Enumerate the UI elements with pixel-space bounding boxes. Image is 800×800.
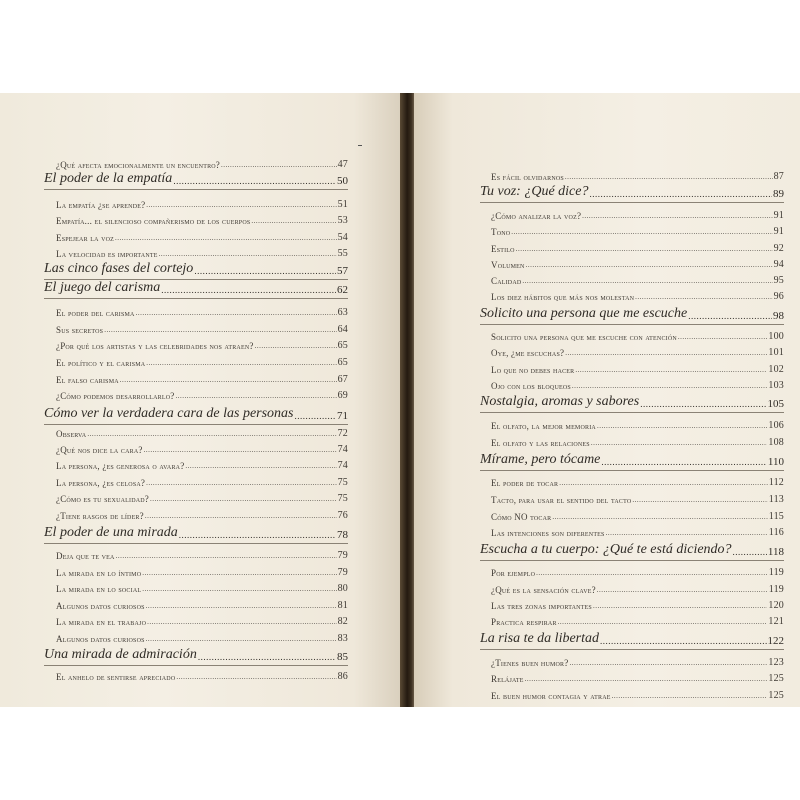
toc-section-entry [56, 356, 348, 368]
toc-section-entry [56, 566, 348, 578]
toc-section-entry [491, 672, 784, 684]
section-title: El político y el carisma [56, 358, 146, 368]
page-number: 105 [767, 398, 784, 410]
section-title: Calidad [491, 276, 522, 286]
dot-leader [600, 635, 766, 647]
page-number: 69 [337, 390, 348, 401]
section-title: Volumen [491, 260, 525, 270]
chapter-underline [480, 202, 784, 203]
section-title: La mirada en el trabajo [56, 617, 147, 627]
chapter-title: La risa te da libertad [480, 631, 600, 646]
toc-chapter-entry [480, 306, 784, 322]
chapter-underline [480, 324, 784, 325]
dot-leader [198, 651, 336, 663]
toc-section-entry [56, 582, 348, 594]
page-number: 113 [768, 494, 784, 505]
chapter-title: Escucha a tu cuerpo: ¿Qué te está diciendo? [480, 542, 732, 557]
page-number: 83 [337, 633, 348, 644]
toc-chapter-entry [480, 542, 784, 558]
page-number: 94 [773, 259, 784, 270]
dot-leader [120, 376, 337, 385]
section-title: La empatía ¿se aprende? [56, 200, 146, 210]
toc-chapter-entry [44, 261, 348, 277]
section-title: El buen humor contagia y atrae [491, 691, 611, 701]
dot-leader [575, 366, 767, 375]
section-title: Por ejemplo [491, 568, 536, 578]
page-number: 54 [337, 232, 348, 243]
page-number: 120 [768, 600, 784, 611]
page-number: 115 [768, 511, 784, 522]
section-title: Sus secretos [56, 325, 104, 335]
toc-section-entry [491, 258, 784, 270]
section-title: El poder del carisma [56, 308, 135, 318]
dot-leader [565, 349, 767, 358]
dot-leader [115, 234, 337, 243]
toc-section-entry [491, 419, 784, 431]
dot-leader [516, 245, 773, 254]
page-number: 102 [768, 364, 784, 375]
dot-leader [606, 529, 768, 538]
page-number: 103 [768, 380, 784, 391]
toc-section-entry [56, 373, 348, 385]
dot-leader [569, 659, 767, 668]
dot-leader [116, 552, 337, 561]
chapter-title: Tu voz: ¿Qué dice? [480, 184, 589, 199]
dot-leader [536, 569, 768, 578]
section-title: Tono [491, 227, 511, 237]
toc-section-entry [491, 526, 784, 538]
dot-leader [593, 602, 767, 611]
page-number: 122 [767, 635, 784, 647]
dot-leader [146, 635, 337, 644]
toc-chapter-entry [480, 631, 784, 647]
toc-section-entry [491, 656, 784, 668]
toc-chapter-entry [480, 452, 784, 468]
dot-leader [601, 456, 767, 468]
section-title: ¿Cómo podemos desarrollarlo? [56, 391, 175, 401]
page-number: 78 [337, 529, 348, 541]
page-number: 86 [337, 671, 348, 682]
toc-section-entry [491, 476, 784, 488]
chapter-title: Una mirada de admiración [44, 647, 197, 662]
page-number: 65 [337, 357, 348, 368]
toc-section-entry [491, 615, 784, 627]
dot-leader [295, 410, 336, 422]
section-title: Algunos datos curiosos [56, 601, 145, 611]
page-number: 75 [337, 493, 348, 504]
page-number: 101 [768, 347, 784, 358]
dot-leader [511, 228, 772, 237]
section-title: ¿Qué es la sensación clave? [491, 585, 596, 595]
dot-leader [552, 513, 767, 522]
toc-section-entry [491, 209, 784, 221]
toc-section-entry [56, 443, 348, 455]
dot-leader [173, 175, 336, 187]
page-number: 96 [773, 291, 784, 302]
section-title: Las intenciones son diferentes [491, 528, 605, 538]
page-number: 53 [337, 215, 348, 226]
dot-leader [733, 546, 767, 558]
toc-section-entry [56, 306, 348, 318]
dot-leader [146, 359, 336, 368]
toc-section-entry [56, 214, 348, 226]
page-number: 123 [768, 657, 784, 668]
dot-leader [597, 422, 767, 431]
dot-leader [251, 217, 336, 226]
dot-leader [640, 398, 766, 410]
page-number: 74 [337, 460, 348, 471]
dot-leader [582, 212, 772, 221]
page-number: 106 [768, 420, 784, 431]
ink-mark [358, 145, 362, 146]
section-title: ¿Por qué los artistas y las celebridades nos atraen? [56, 341, 254, 351]
toc-chapter-entry [480, 394, 784, 410]
section-title: La velocidad es importante [56, 249, 158, 259]
page-number: 125 [768, 673, 784, 684]
dot-leader [526, 261, 773, 270]
dot-leader [185, 462, 336, 471]
page-number: 95 [773, 275, 784, 286]
dot-leader [688, 310, 772, 322]
page-number: 62 [337, 284, 348, 296]
dot-leader [635, 293, 772, 302]
dot-leader [565, 173, 773, 182]
chapter-underline [44, 424, 348, 425]
dot-leader [175, 392, 336, 401]
dot-leader [159, 250, 337, 259]
chapter-underline [480, 560, 784, 561]
dot-leader [145, 512, 337, 521]
section-title: La mirada en lo íntimo [56, 568, 142, 578]
dot-leader [221, 161, 337, 170]
toc-section-entry [491, 599, 784, 611]
section-title: El olfato y las relaciones [491, 438, 590, 448]
page-number: 87 [773, 171, 784, 182]
toc-section-entry [56, 459, 348, 471]
page-number: 91 [773, 210, 784, 221]
section-title: Cómo NO tocar [491, 512, 552, 522]
section-title: Algunos datos curiosos [56, 634, 145, 644]
page-number: 51 [337, 199, 348, 210]
toc-section-entry [56, 427, 348, 439]
page-number: 125 [768, 690, 784, 701]
dot-leader [572, 382, 767, 391]
page-number: 80 [337, 583, 348, 594]
page-number: 119 [768, 584, 784, 595]
toc-section-entry [56, 492, 348, 504]
right-table-of-contents [414, 93, 800, 707]
toc-section-entry [56, 670, 348, 682]
dot-leader [559, 479, 768, 488]
toc-section-entry [491, 510, 784, 522]
toc-section-entry [56, 231, 348, 243]
page-number: 112 [768, 477, 784, 488]
toc-section-entry [56, 158, 348, 170]
toc-section-entry [56, 632, 348, 644]
toc-section-entry [491, 493, 784, 505]
section-title: Espejear la voz [56, 233, 115, 243]
page-number: 55 [337, 248, 348, 259]
dot-leader [147, 618, 336, 627]
page-number: 100 [768, 331, 784, 342]
dot-leader [194, 265, 336, 277]
section-title: ¿Tiene rasgos de líder? [56, 511, 144, 521]
page-number: 119 [768, 567, 784, 578]
page-number: 118 [767, 546, 784, 558]
chapter-title: Cómo ver la verdadera cara de las personas [44, 406, 294, 421]
toc-chapter-entry [44, 647, 348, 663]
page-number: 67 [337, 374, 348, 385]
dot-leader [525, 675, 768, 684]
left-table-of-contents [0, 93, 402, 707]
dot-leader [142, 569, 336, 578]
page-number: 74 [337, 444, 348, 455]
toc-section-entry [56, 615, 348, 627]
page-number: 71 [337, 410, 348, 422]
section-title: Empatía... el silencioso compañerismo de los cuerpos [56, 216, 251, 226]
dot-leader [678, 333, 767, 342]
toc-chapter-entry [44, 171, 348, 187]
toc-section-entry [491, 566, 784, 578]
dot-leader [558, 618, 768, 627]
toc-chapter-entry [44, 525, 348, 541]
page-number: 81 [337, 600, 348, 611]
section-title: Es fácil olvidarnos [491, 172, 564, 182]
section-title: ¿Tienes buen humor? [491, 658, 569, 668]
section-title: El poder de tocar [491, 478, 559, 488]
toc-section-entry [56, 476, 348, 488]
page-number: 85 [337, 651, 348, 663]
section-title: Las tres zonas importantes [491, 601, 592, 611]
dot-leader [146, 201, 336, 210]
chapter-underline [480, 649, 784, 650]
dot-leader [150, 495, 337, 504]
page-number: 63 [337, 307, 348, 318]
section-title: ¿Qué nos dice la cara? [56, 445, 143, 455]
page-number: 65 [337, 340, 348, 351]
dot-leader [632, 496, 767, 505]
toc-section-entry [491, 689, 784, 701]
chapter-underline [480, 412, 784, 413]
section-title: La persona, ¿es generosa o avara? [56, 461, 185, 471]
section-title: Deja que te vea [56, 551, 115, 561]
toc-section-entry [56, 599, 348, 611]
section-title: Observa [56, 429, 87, 439]
page-number: 76 [337, 510, 348, 521]
toc-section-entry [491, 436, 784, 448]
chapter-title: El poder de la empatía [44, 171, 173, 186]
section-title: El olfato, la mejor memoria [491, 421, 596, 431]
dot-leader [161, 284, 336, 296]
section-title: El falso carisma [56, 375, 119, 385]
page-number: 116 [768, 527, 784, 538]
section-title: Solicito una persona que me escuche con atención [491, 332, 677, 342]
toc-section-entry [491, 170, 784, 182]
section-title: Oye, ¿me escuchas? [491, 348, 565, 358]
chapter-underline [44, 665, 348, 666]
dot-leader [146, 479, 336, 488]
toc-section-entry [56, 198, 348, 210]
section-title: La mirada en lo social [56, 584, 142, 594]
toc-chapter-entry [480, 184, 784, 200]
section-title: Tacto, para usar el sentido del tacto [491, 495, 632, 505]
page-number: 110 [767, 456, 784, 468]
dot-leader [522, 277, 772, 286]
dot-leader [589, 188, 772, 200]
toc-chapter-entry [44, 280, 348, 296]
section-title: El anhelo de sentirse apreciado [56, 672, 176, 682]
section-title: La persona, ¿es celosa? [56, 478, 146, 488]
chapter-title: El poder de una mirada [44, 525, 178, 540]
dot-leader [142, 585, 336, 594]
open-book [0, 93, 800, 707]
page-number: 57 [337, 265, 348, 277]
dot-leader [255, 342, 337, 351]
page-number: 121 [768, 616, 784, 627]
toc-section-entry [56, 549, 348, 561]
section-title: ¿Cómo analizar la voz? [491, 211, 582, 221]
page-number: 72 [337, 428, 348, 439]
chapter-underline [44, 543, 348, 544]
dot-leader [179, 529, 336, 541]
toc-section-entry [491, 274, 784, 286]
page-number: 92 [773, 243, 784, 254]
toc-section-entry [56, 389, 348, 401]
section-title: Estilo [491, 244, 515, 254]
toc-section-entry [491, 363, 784, 375]
toc-section-entry [491, 242, 784, 254]
chapter-title: El juego del carisma [44, 280, 161, 295]
chapter-underline [44, 298, 348, 299]
page-number: 47 [337, 159, 348, 170]
chapter-title: Nostalgia, aromas y sabores [480, 394, 640, 409]
page-number: 50 [337, 175, 348, 187]
right-page [414, 93, 800, 707]
dot-leader [104, 326, 336, 335]
dot-leader [597, 586, 768, 595]
page-number: 82 [337, 616, 348, 627]
toc-section-entry [56, 509, 348, 521]
left-page [0, 93, 402, 707]
toc-section-entry [491, 583, 784, 595]
section-title: Practica respirar [491, 617, 557, 627]
page-number: 75 [337, 477, 348, 488]
section-title: ¿Qué afecta emocionalmente un encuentro? [56, 160, 220, 170]
chapter-title: Solicito una persona que me escuche [480, 306, 688, 321]
section-title: Lo que no debes hacer [491, 365, 575, 375]
toc-chapter-entry [44, 406, 348, 422]
section-title: Los diez hábitos que más nos molestan [491, 292, 635, 302]
page-number: 64 [337, 324, 348, 335]
section-title: ¿Cómo es tu sexualidad? [56, 494, 150, 504]
toc-section-entry [491, 225, 784, 237]
dot-leader [144, 446, 337, 455]
toc-section-entry [491, 290, 784, 302]
page-number: 89 [773, 188, 784, 200]
chapter-underline [44, 189, 348, 190]
dot-leader [87, 430, 336, 439]
dot-leader [591, 439, 768, 448]
toc-section-entry [491, 379, 784, 391]
dot-leader [176, 673, 336, 682]
dot-leader [612, 692, 768, 701]
chapter-title: Las cinco fases del cortejo [44, 261, 194, 276]
toc-section-entry [56, 323, 348, 335]
section-title: Ojo con los bloqueos [491, 381, 571, 391]
toc-section-entry [491, 346, 784, 358]
chapter-underline [480, 470, 784, 471]
page-number: 98 [773, 310, 784, 322]
dot-leader [146, 602, 337, 611]
toc-section-entry [56, 339, 348, 351]
toc-section-entry [491, 330, 784, 342]
page-number: 108 [768, 437, 784, 448]
dot-leader [136, 309, 337, 318]
page-number: 91 [773, 226, 784, 237]
chapter-title: Mírame, pero tócame [480, 452, 601, 467]
toc-section-entry [56, 247, 348, 259]
page-number: 79 [337, 550, 348, 561]
page-number: 79 [337, 567, 348, 578]
section-title: Relájate [491, 674, 524, 684]
